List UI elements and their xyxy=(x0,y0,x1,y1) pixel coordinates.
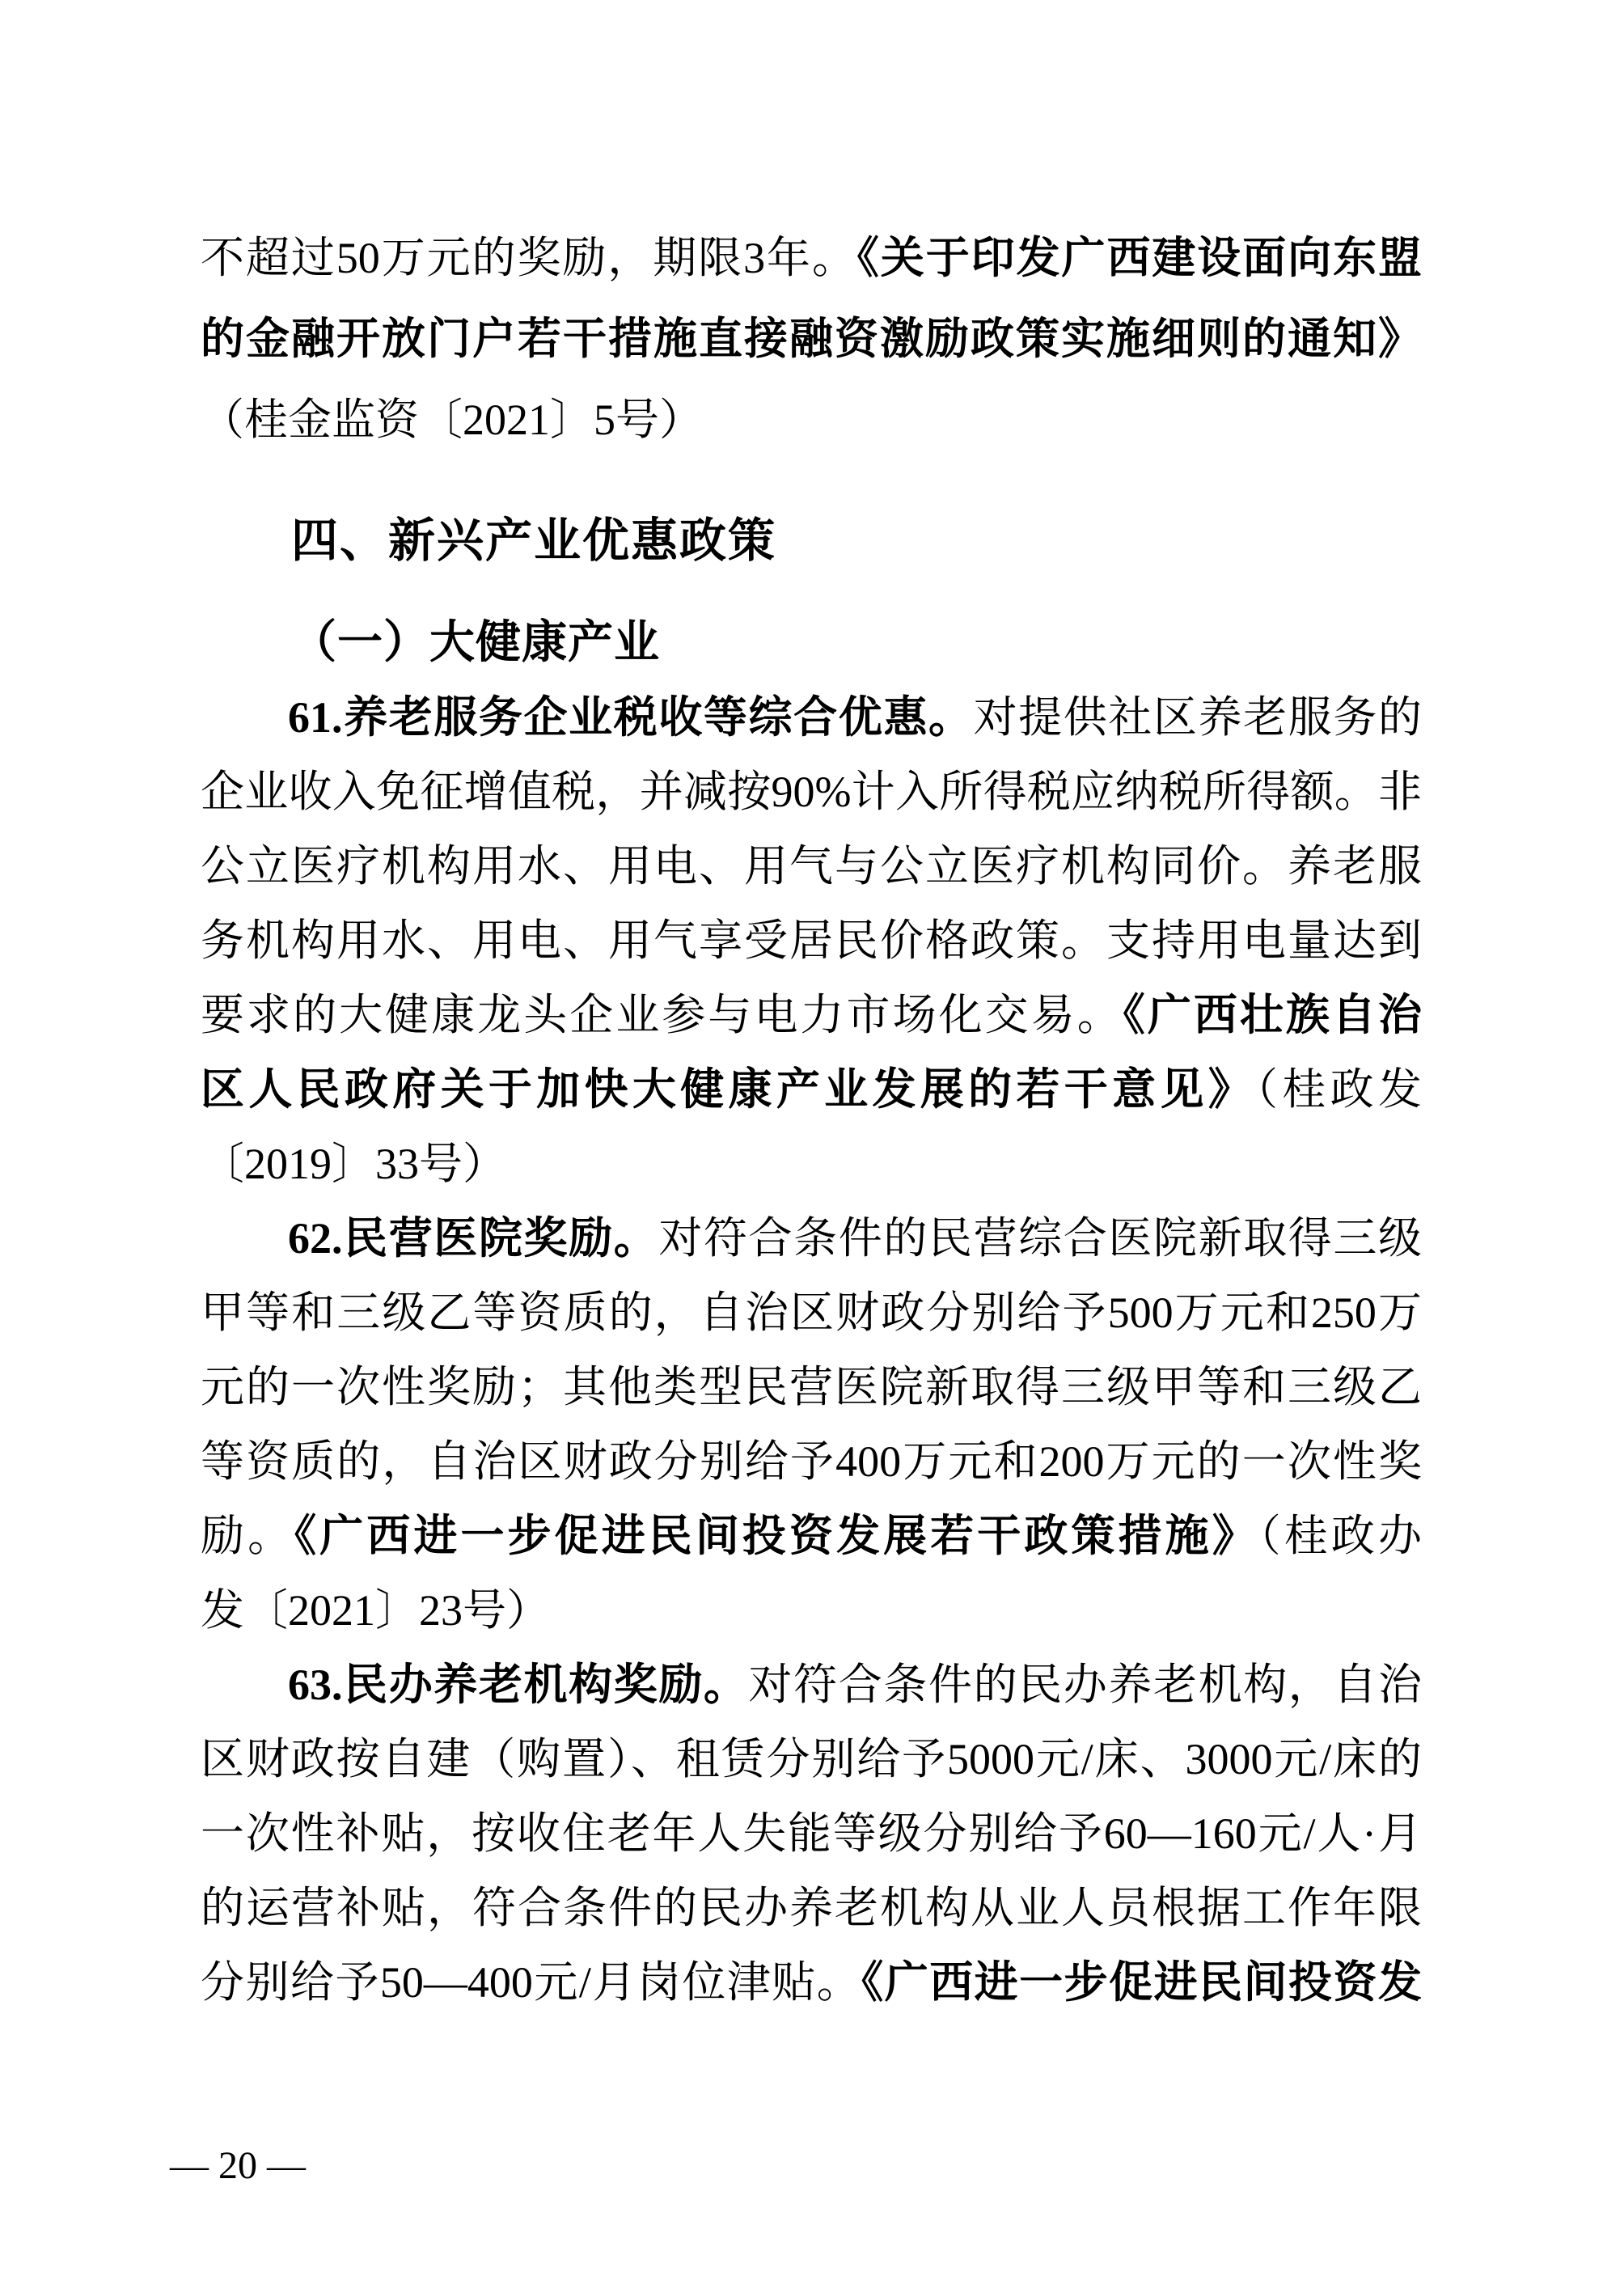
text-line xyxy=(201,218,1422,298)
policy-title-run: 《广西进一步促进民间投资发 xyxy=(861,1958,1422,2007)
paragraph-item-63 xyxy=(201,1648,1422,2020)
text-run: 励。 xyxy=(201,1512,295,1560)
doc-number-run: （桂政发 xyxy=(1256,1065,1423,1114)
text-run: 对符合条件的民营综合医院新取得三级 xyxy=(658,1214,1423,1263)
text-line xyxy=(201,1499,1422,1573)
text-line xyxy=(201,1796,1422,1871)
page-number: — 20 — xyxy=(170,2144,306,2187)
paragraph-item-61 xyxy=(201,680,1422,1201)
text-run: 等资质的，自治区财政分别给予400万元和200万元的一次性奖 xyxy=(201,1437,1422,1486)
text-line xyxy=(201,1648,1422,1722)
text-run: 对提供社区养老服务的 xyxy=(973,693,1422,742)
item-title-run: 63.民办养老机构奖励。 xyxy=(288,1661,749,1709)
text-line xyxy=(201,1722,1422,1796)
text-run: 元的一次性奖励；其他类型民营医院新取得三级甲等和三级乙 xyxy=(201,1363,1422,1411)
text-line xyxy=(201,1276,1422,1350)
text-line xyxy=(201,903,1422,978)
item-title-run: 62.民营医院奖励。 xyxy=(288,1214,659,1263)
text-run: 公立医疗机构用水、用电、用气与公立医疗机构同价。养老服 xyxy=(201,842,1422,891)
text-run: 甲等和三级乙等资质的，自治区财政分别给予500万元和250万 xyxy=(201,1288,1422,1337)
text-line xyxy=(201,1573,1422,1648)
text-run: 区财政按自建（购置）、租赁分别给予5000元/床、3000元/床的 xyxy=(201,1735,1422,1783)
text-run: 分别给予50—400元/月岗位津贴。 xyxy=(201,1958,862,2007)
text-line xyxy=(201,1871,1422,1945)
text-line xyxy=(201,1350,1422,1424)
doc-number-run: （桂政办 xyxy=(1258,1512,1423,1560)
policy-title-run: 的金融开放门户若干措施直接融资激励政策实施细则的通知》 xyxy=(201,315,1422,363)
doc-number-run: 〔2019〕33号） xyxy=(201,1140,506,1188)
text-run: 一次性补贴，按收住老年人失能等级分别给予60—160元/人·月 xyxy=(201,1809,1422,1858)
text-line xyxy=(201,1945,1422,2020)
doc-number-run: 发〔2021〕23号） xyxy=(201,1586,550,1635)
text-line xyxy=(201,298,1422,379)
text-run: 务机构用水、用电、用气享受居民价格政策。支持用电量达到 xyxy=(201,916,1422,965)
text-run: 对符合条件的民办养老机构，自治 xyxy=(748,1661,1423,1709)
document-body xyxy=(201,218,1422,2020)
text-run: 的运营补贴，符合条件的民办养老机构从业人员根据工作年限 xyxy=(201,1884,1422,1932)
text-line xyxy=(201,379,1422,460)
policy-title-run: 区人民政府关于加快大健康产业发展的若干意见》 xyxy=(201,1065,1257,1114)
doc-number-run: （桂金监资〔2021〕5号） xyxy=(201,396,703,444)
policy-title-run: 《广西壮族自治 xyxy=(1123,991,1423,1039)
item-title-run: 61.养老服务企业税收等综合优惠。 xyxy=(288,693,974,742)
text-line xyxy=(201,829,1422,903)
text-run: 企业收入免征增值税，并减按90%计入所得税应纳税所得额。非 xyxy=(201,768,1422,816)
text-line xyxy=(201,1127,1422,1201)
text-line xyxy=(201,1201,1422,1276)
text-line xyxy=(201,1052,1422,1127)
text-run: 不超过50万元的奖励，期限3年。 xyxy=(201,234,857,282)
text-line xyxy=(201,1424,1422,1499)
text-line xyxy=(201,978,1422,1052)
policy-title-run: 《广西进一步促进民间投资发展若干政策措施》 xyxy=(294,1512,1259,1560)
paragraph-continuation xyxy=(201,218,1422,460)
text-run: 要求的大健康龙头企业参与电力市场化交易。 xyxy=(201,991,1123,1039)
text-line xyxy=(201,755,1422,829)
section-heading: 四、新兴产业优惠政策 xyxy=(291,514,777,567)
paragraph-item-62 xyxy=(201,1201,1422,1648)
policy-title-run: 《关于印发广西建设面向东盟 xyxy=(856,234,1423,282)
text-line xyxy=(201,680,1422,755)
subsection-heading: （一）大健康产业 xyxy=(291,618,660,668)
